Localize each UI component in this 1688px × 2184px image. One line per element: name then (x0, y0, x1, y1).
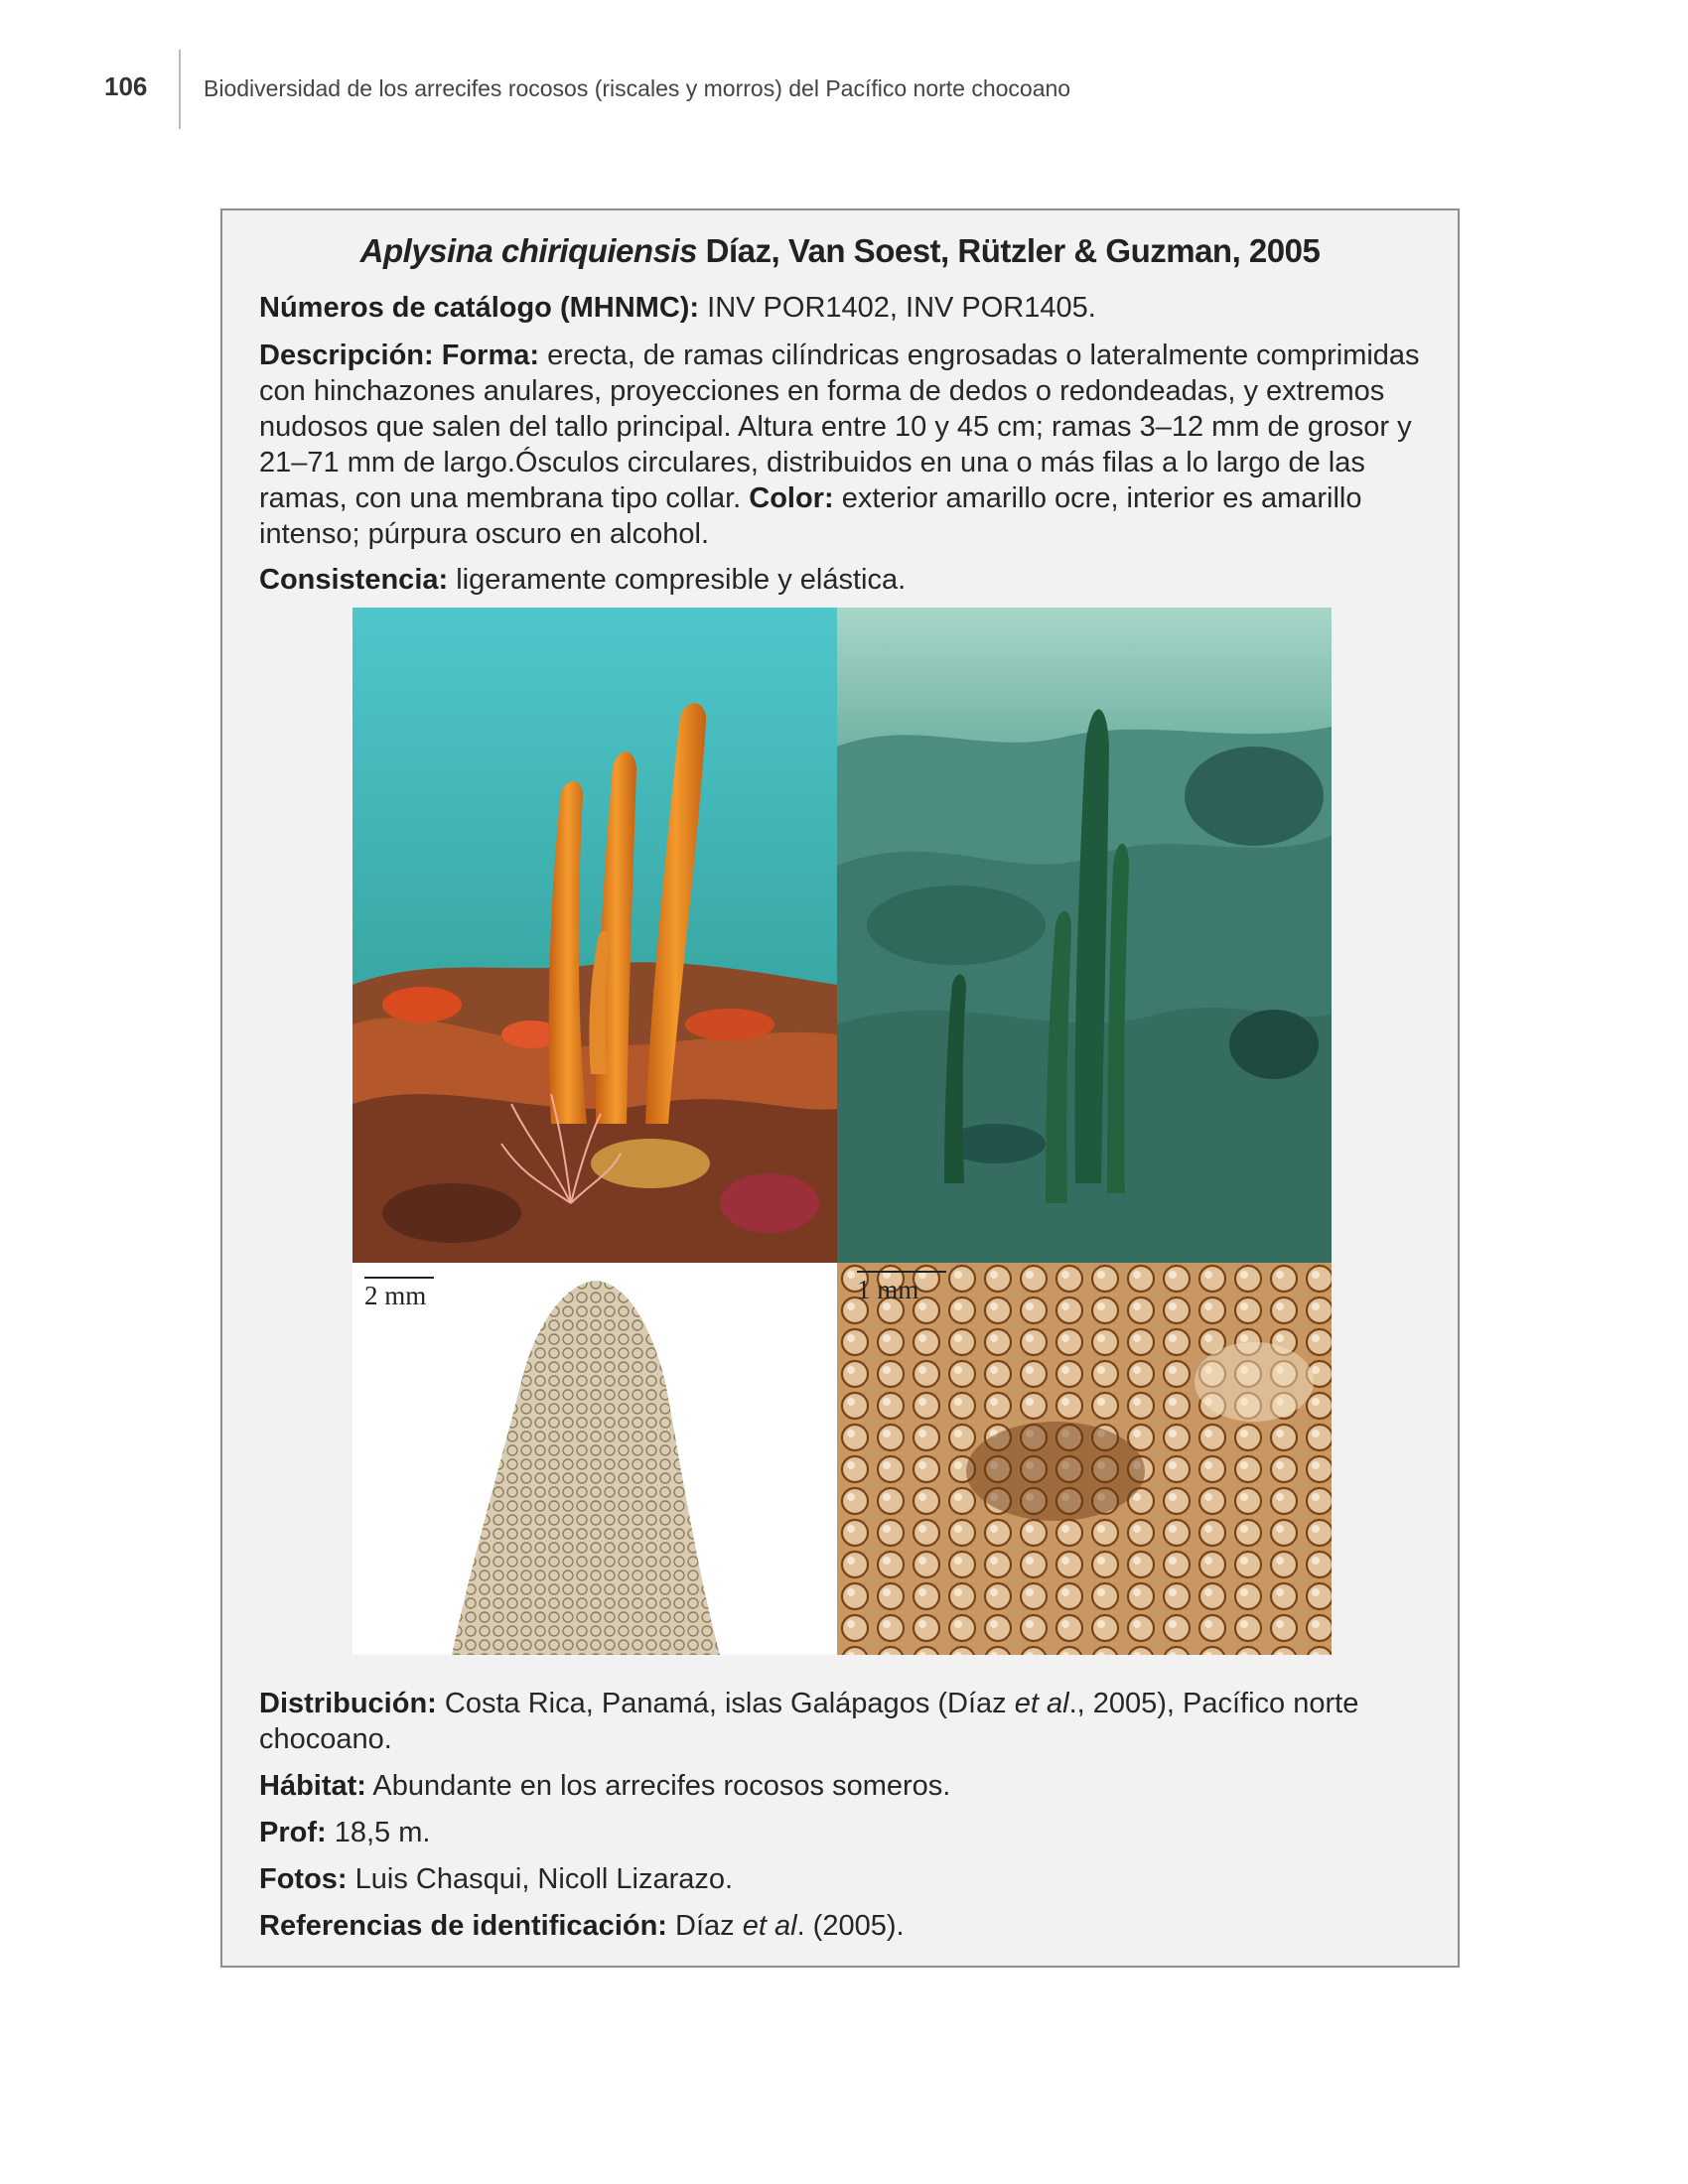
catalog-value: INV POR1402, INV POR1405. (707, 292, 1096, 324)
references-et-al: et al (742, 1910, 797, 1942)
page-number: 106 (104, 71, 148, 101)
orange-sponge-illustration (352, 608, 837, 1263)
references-text-after: . (2005). (796, 1910, 905, 1942)
page-header (0, 0, 1688, 139)
distribution-text-before: Costa Rica, Panamá, islas Galápagos (Díaz (444, 1688, 1007, 1719)
distribution-text-after: ., 2005), Pacífico norte chocoano. (259, 1688, 1359, 1755)
running-head: Biodiversidad de los arrecifes rocosos (riscales y morros) del Pacífico norte chocoano (204, 75, 1071, 101)
scale-bar-2mm (364, 1277, 434, 1311)
species-title (222, 232, 1458, 270)
consistency-value: ligeramente compresible y elástica. (456, 564, 907, 596)
skeleton-illustration (352, 1263, 837, 1655)
form-label: Forma: (441, 340, 540, 371)
form-text: erecta, de ramas cilíndricas engrosadas o lateralmente comprimidas con hinchazones anulares, proyecciones en forma de dedos o redondeadas, y extremos nudosos que salen del tallo principal. Altura entre 10 y 45 cm; ramas 3–12 mm de grosor y 21–71 mm de largo.Ósculos circulares, distribuidos en una o más filas a lo largo de las ramas, con una membrana tipo collar. (259, 340, 1420, 514)
skeleton-photo-2mm (352, 1263, 837, 1655)
description-paragraph (259, 338, 1431, 552)
fiber-illustration (837, 1263, 1332, 1655)
species-card (220, 208, 1460, 1968)
consistency-label: Consistencia: (259, 564, 449, 596)
scale-bar-line (364, 1277, 434, 1279)
references-paragraph (259, 1908, 1431, 1944)
photo-grid (352, 608, 1332, 1655)
catalog-label: Números de catálogo (MHNMC): (259, 292, 700, 324)
orange-sponge-photo (352, 608, 837, 1263)
green-sponge-illustration (837, 608, 1332, 1263)
photo-credit-value: Luis Chasqui, Nicoll Lizarazo. (354, 1863, 734, 1895)
distribution-et-al: et al (1014, 1688, 1069, 1719)
header-divider (179, 50, 181, 129)
scale-label-2mm: 2 mm (364, 1281, 427, 1310)
scale-bar-line (857, 1271, 946, 1273)
references-text-before: Díaz (675, 1910, 735, 1942)
scale-label-1mm: 1 mm (857, 1275, 919, 1304)
habitat-paragraph (259, 1768, 1431, 1804)
color-text: exterior amarillo ocre, interior es amarillo intenso; púrpura oscuro en alcohol. (259, 482, 1362, 550)
distribution-paragraph (259, 1686, 1431, 1757)
photo-credit-paragraph (259, 1861, 1431, 1897)
photo-credit-label: Fotos: (259, 1863, 348, 1895)
references-label: Referencias de identificación: (259, 1910, 667, 1942)
fiber-closeup-photo-1mm (837, 1263, 1332, 1655)
depth-value: 18,5 m. (334, 1817, 431, 1848)
habitat-label: Hábitat: (259, 1770, 366, 1802)
distribution-label: Distribución: (259, 1688, 437, 1719)
catalog-paragraph (259, 290, 1431, 326)
color-label: Color: (749, 482, 834, 514)
species-authority: Díaz, Van Soest, Rützler & Guzman, 2005 (705, 232, 1321, 269)
consistency-paragraph (259, 562, 1431, 598)
scale-bar-1mm (857, 1271, 946, 1305)
scientific-name: Aplysina chiriquiensis (359, 232, 697, 269)
description-label: Descripción: (259, 340, 434, 371)
depth-label: Prof: (259, 1817, 327, 1848)
green-sponge-photo (837, 608, 1332, 1263)
habitat-value: Abundante en los arrecifes rocosos someros. (372, 1770, 951, 1802)
depth-paragraph (259, 1815, 1431, 1850)
